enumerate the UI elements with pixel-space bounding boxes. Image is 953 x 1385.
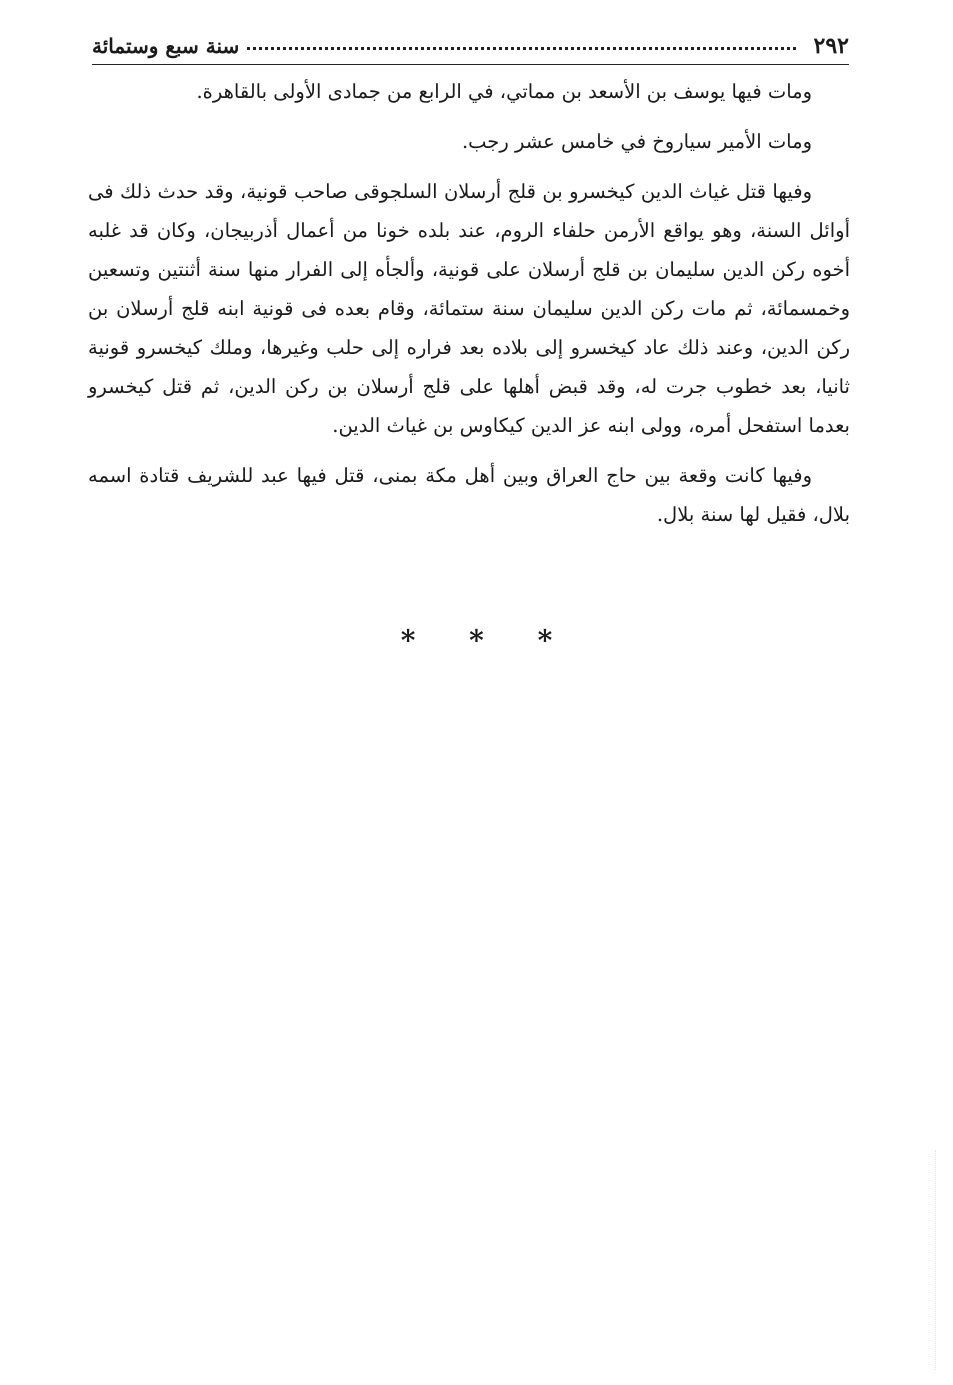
running-title: سنة سبع وستمائة — [92, 34, 240, 58]
paragraph-kaykhusraw: وفيها قتل غياث الدين كيخسرو بن قلج أرسلان السلجوقى صاحب قونية، وقد حدث ذلك فى أوائل السنة، وهو يواقع الأرمن حلفاء الروم، عند بلده خونا من أعمال أذربيجان، وكان قد غلبه أخوه ركن الدين سليمان بن قلج أرسلان على قونية، وألجأه إلى الفرار منها سنة أثنتين وتسعين وخمسمائة، ثم مات ركن الدين سليمان سنة ستمائة، وقام بعده فى قونية ابنه قلج أرسلان بن ركن الدين، وعند ذلك عاد كيخسرو إلى بلاده بعد فراره إلى حلب وغيرها، وملك كيخسرو قونية ثانيا، بعد خطوب جرت له، وقد قبض أهلها على قلج أرسلان بن ركن الدين، ثم قتل كيخسرو بعدما استفحل أمره، وولى ابنه عز الدين كيكاوس بن غياث الدين. — [88, 180, 850, 437]
dot-leader — [247, 43, 795, 50]
paragraph-death-yusuf: ومات فيها يوسف بن الأسعد بن مماتي، في الرابع من جمادى الأولى بالقاهرة. — [196, 80, 812, 103]
page-body — [88, 72, 850, 545]
scan-edge-marks — [935, 1150, 944, 1370]
paragraph-mina-battle: وفيها كانت وقعة بين حاج العراق وبين أهل مكة بمنى، قتل فيها عبد للشريف قتادة اسمه بلال، فقيل لها سنة بلال. — [88, 464, 850, 526]
page-header — [92, 28, 849, 65]
paragraph-death-sayarukh: ومات الأمير سياروخ في خامس عشر رجب. — [461, 130, 812, 153]
section-separator: * * * — [400, 624, 575, 657]
page-number: ٢٩٢ — [813, 33, 849, 59]
